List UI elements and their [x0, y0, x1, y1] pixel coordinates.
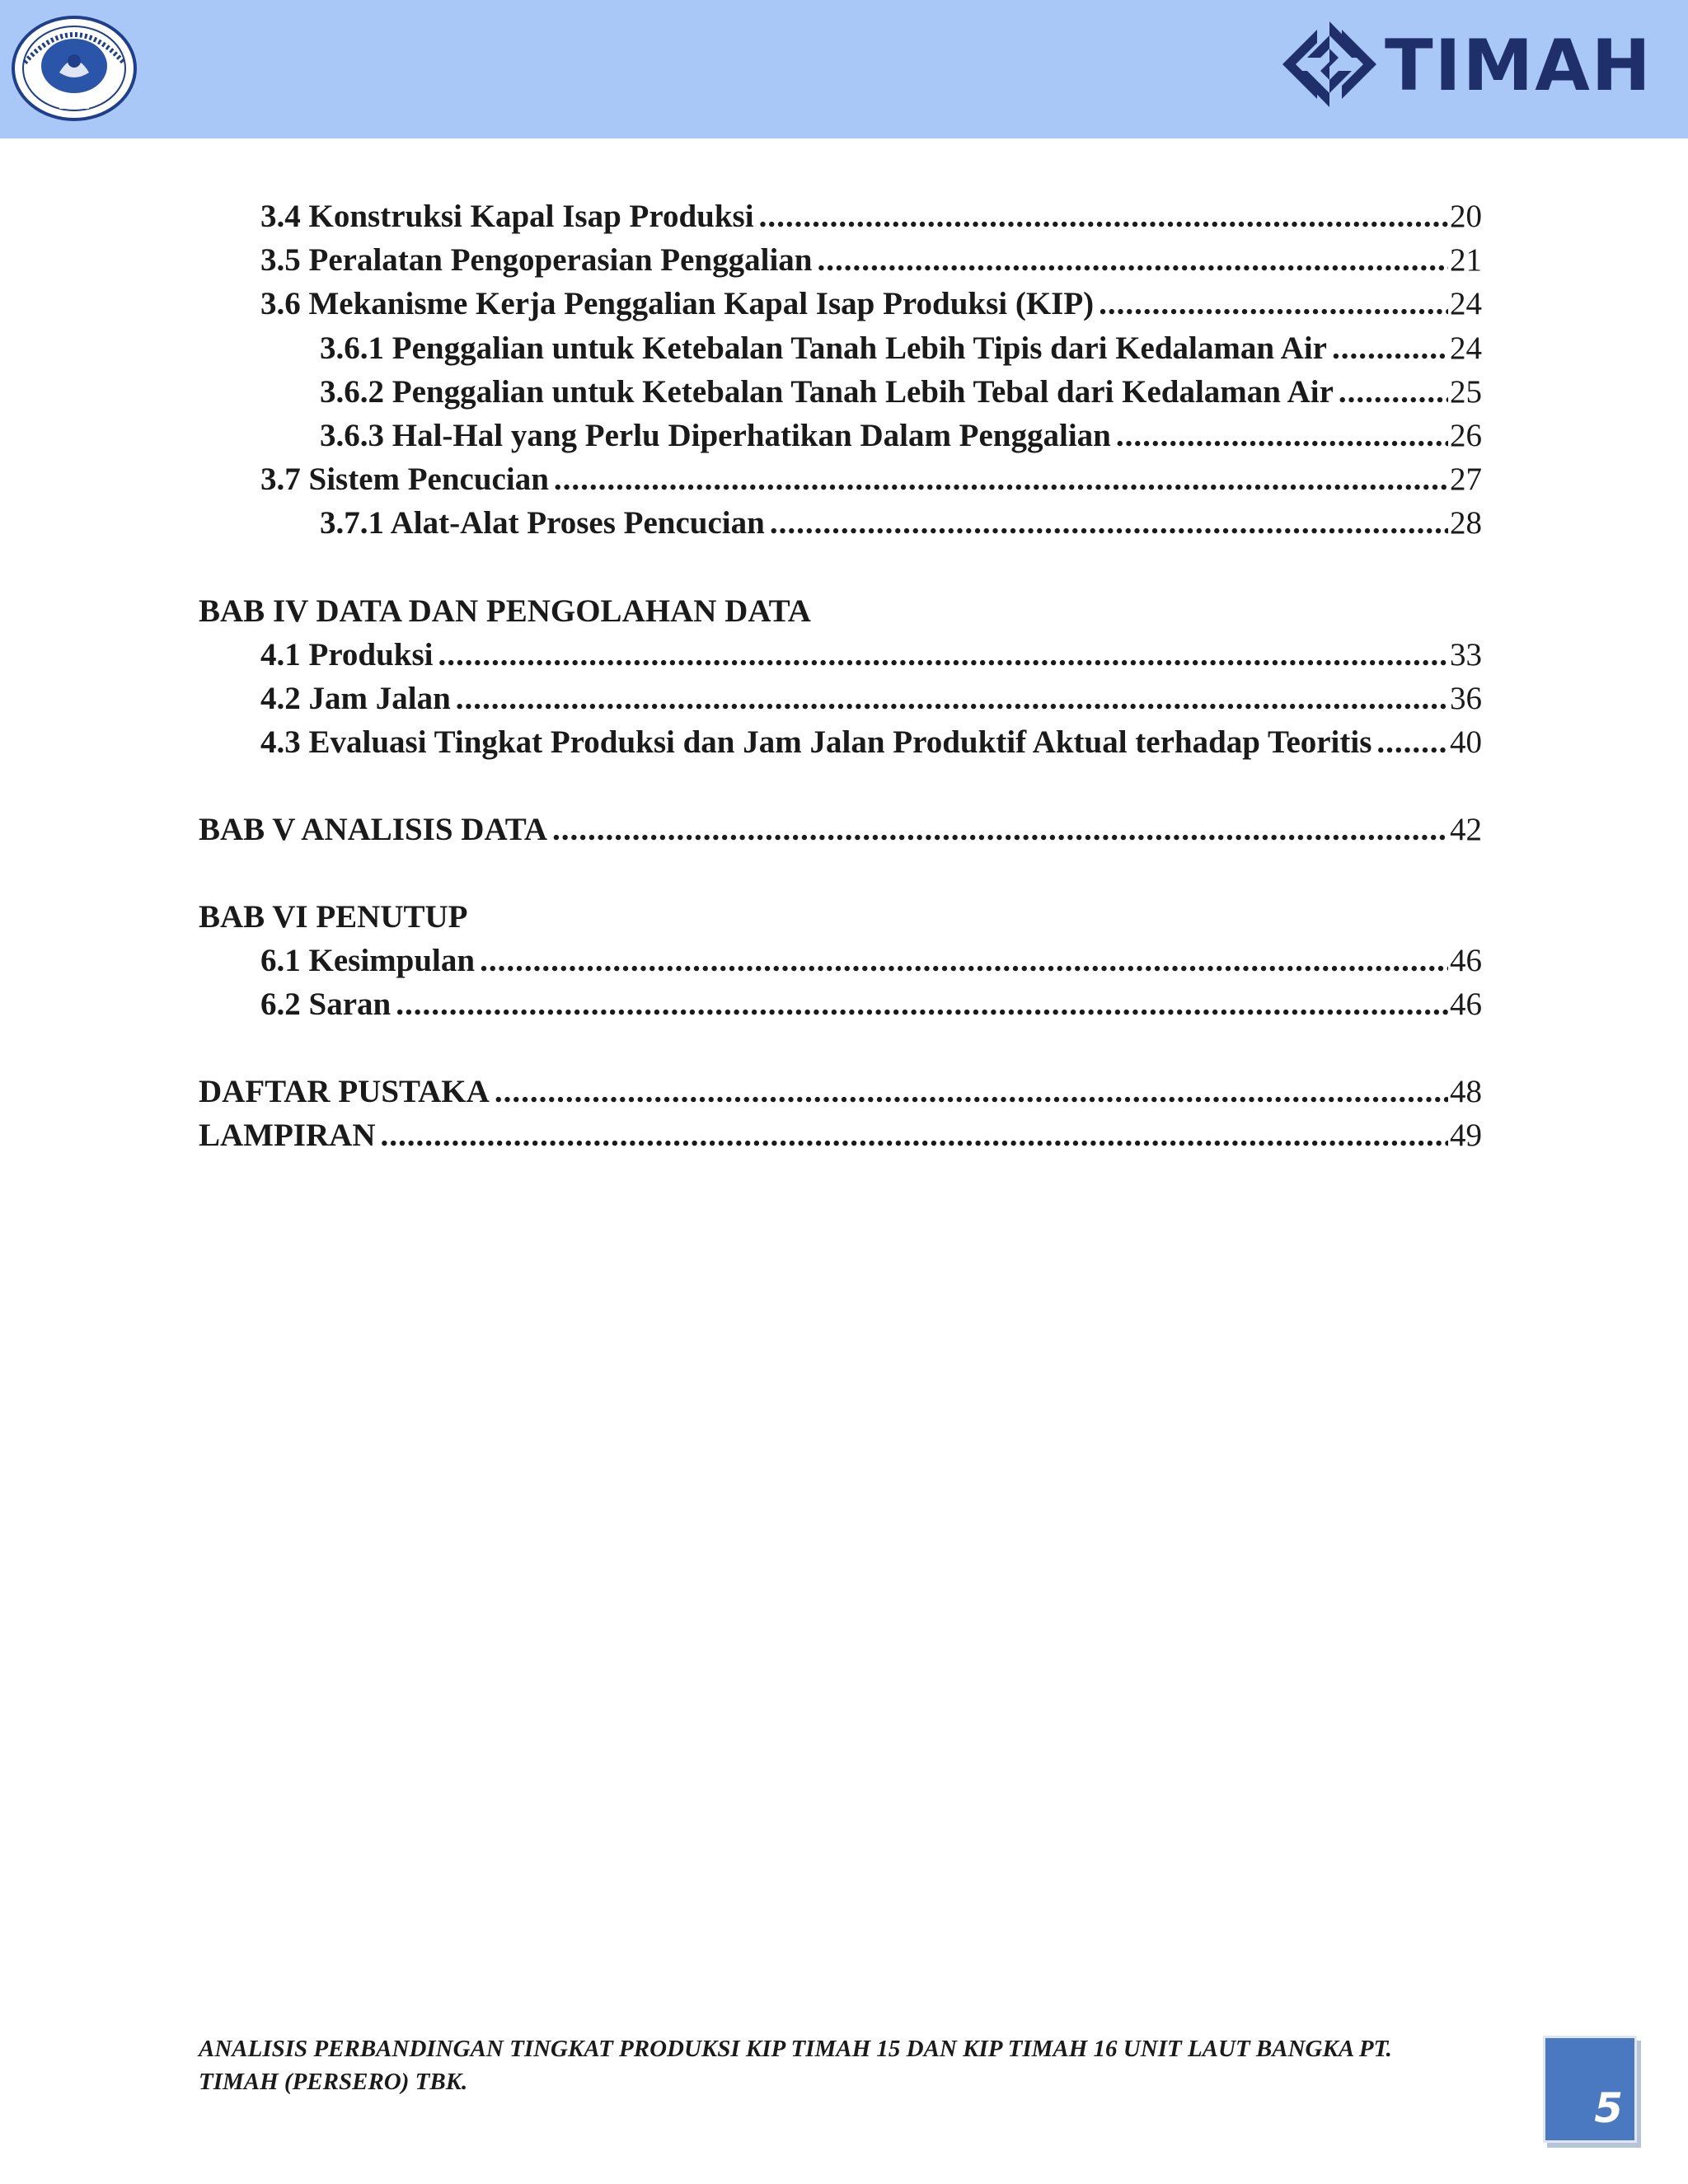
toc-entry-label: 3.6.3 Hal-Hal yang Perlu Diperhatikan Dalam Penggalian — [320, 418, 1111, 453]
toc-entry-label: 3.4 Konstruksi Kapal Isap Produksi — [260, 199, 754, 234]
toc-entry-label: 3.6.2 Penggalian untuk Ketebalan Tanah Lebih Tebal dari Kedalaman Air — [320, 374, 1334, 410]
toc-entry-label: 3.5 Peralatan Pengoperasian Penggalian — [260, 242, 813, 278]
toc-leader-dots — [396, 983, 1448, 1026]
toc-leader-dots — [1099, 283, 1448, 326]
toc-entry-page: 46 — [1450, 943, 1482, 978]
toc-leader-dots — [770, 502, 1448, 545]
toc-leader-dots — [759, 195, 1448, 238]
toc-entry[interactable] — [260, 983, 1482, 1026]
toc-entry-label: 3.6.1 Penggalian untuk Ketebalan Tanah Lebih Tipis dari Kedalaman Air — [320, 330, 1327, 366]
toc-entry-label: 4.1 Produksi — [260, 637, 434, 673]
toc-entry[interactable] — [320, 502, 1482, 545]
page-header — [0, 0, 1688, 138]
toc-entry-page: 28 — [1450, 505, 1482, 541]
footer-line: TIMAH (PERSERO) TBK. — [199, 2069, 468, 2095]
toc-leader-dots — [438, 634, 1448, 677]
toc-leader-dots — [1376, 721, 1448, 764]
toc-leader-dots — [1116, 415, 1448, 457]
toc-entry-page: 40 — [1450, 724, 1482, 760]
toc-entry[interactable] — [199, 1114, 1482, 1157]
timah-wordmark: TIMAH — [1385, 25, 1653, 107]
toc-entry-label: 3.6 Mekanisme Kerja Penggalian Kapal Isap Produksi (KIP) — [260, 286, 1095, 321]
toc-leader-dots — [480, 940, 1448, 982]
toc-entry-page: 24 — [1450, 330, 1482, 366]
toc-entry[interactable] — [199, 1071, 1482, 1113]
timah-logo — [1276, 18, 1663, 110]
toc-entry[interactable] — [260, 239, 1482, 282]
toc-entry-label: 6.1 Kesimpulan — [260, 943, 476, 978]
toc-entry[interactable] — [260, 195, 1482, 238]
toc-entry-page: 26 — [1450, 418, 1482, 453]
toc-entry-label: 6.2 Saran — [260, 987, 392, 1022]
timah-diamond-icon — [1276, 18, 1383, 110]
toc-entry-label: 4.2 Jam Jalan — [260, 681, 451, 716]
toc-entry[interactable] — [260, 677, 1482, 720]
toc-leader-dots — [552, 808, 1448, 851]
toc-leader-dots — [817, 239, 1448, 282]
toc-entry-page: 46 — [1450, 987, 1482, 1022]
toc-entry[interactable] — [320, 371, 1482, 414]
toc-leader-dots — [1332, 327, 1448, 370]
toc-entry-page: 21 — [1450, 242, 1482, 278]
toc-entry[interactable] — [320, 327, 1482, 370]
toc-entry[interactable] — [320, 415, 1482, 457]
toc-leader-dots — [495, 1071, 1448, 1113]
chapter-heading: BAB VI PENUTUP — [199, 899, 468, 935]
toc-entry[interactable] — [199, 808, 1482, 851]
toc-entry-page: 27 — [1450, 462, 1482, 497]
footer-title — [199, 2032, 1484, 2098]
toc-entry-page: 33 — [1450, 637, 1482, 673]
itb-seal-icon — [10, 15, 138, 122]
toc-leader-dots — [1339, 371, 1448, 414]
toc-leader-dots — [456, 677, 1448, 720]
footer-line: ANALISIS PERBANDINGAN TINGKAT PRODUKSI KIP TIMAH 15 DAN KIP TIMAH 16 UNIT LAUT BANGKA PT. — [199, 2036, 1392, 2062]
toc-entry-page: 48 — [1450, 1074, 1482, 1109]
toc-entry-label: LAMPIRAN — [199, 1118, 376, 1153]
toc-entry[interactable] — [260, 458, 1482, 501]
toc-entry-page: 20 — [1450, 199, 1482, 234]
toc-entry-label: 3.7 Sistem Pencucian — [260, 462, 549, 497]
toc-entry[interactable] — [260, 940, 1482, 982]
toc-entry-label: 3.7.1 Alat-Alat Proses Pencucian — [320, 505, 765, 541]
toc-entry-page: 36 — [1450, 681, 1482, 716]
toc-entry[interactable] — [260, 283, 1482, 326]
toc-entry[interactable] — [260, 634, 1482, 677]
toc-leader-dots — [380, 1114, 1448, 1157]
toc-entry[interactable] — [260, 721, 1482, 764]
toc-entry-label: 4.3 Evaluasi Tingkat Produksi dan Jam Jalan Produktif Aktual terhadap Teoritis — [260, 724, 1372, 760]
page-number: 5 — [1594, 2084, 1623, 2132]
toc-entry-label: DAFTAR PUSTAKA — [199, 1074, 490, 1109]
toc-entry-page: 42 — [1450, 812, 1482, 847]
chapter-heading: BAB IV DATA DAN PENGOLAHAN DATA — [199, 593, 811, 629]
toc-entry-page: 49 — [1450, 1118, 1482, 1153]
toc-entry-label: BAB V ANALISIS DATA — [199, 812, 548, 847]
toc-entry-page: 25 — [1450, 374, 1482, 410]
page-number-badge — [1543, 2036, 1637, 2143]
toc-leader-dots — [554, 458, 1448, 501]
toc-entry-page: 24 — [1450, 286, 1482, 321]
